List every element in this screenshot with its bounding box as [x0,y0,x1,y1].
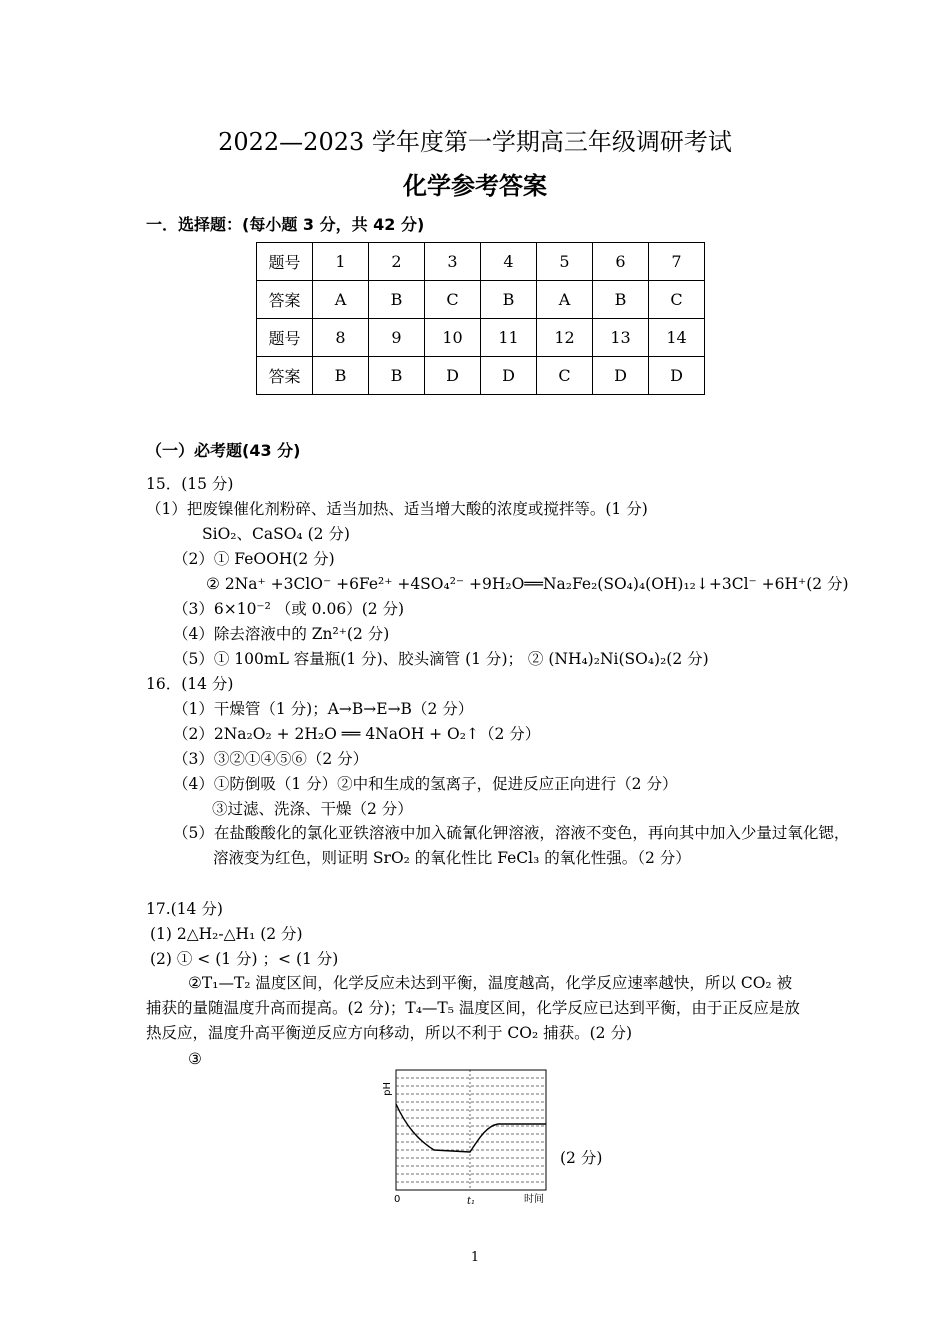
graph-xlabel: 时间 [524,1194,544,1205]
section-required-heading: （一）必考题(43 分) [146,441,301,460]
q16-part1: （1）干燥管（1 分)；A→B→E→B（2 分） [173,700,474,718]
graph-t1: t₁ [467,1196,476,1207]
table-cell: D [481,357,537,395]
q15-part5: （5）① 100mL 容量瓶(1 分)、胶头滴管 (1 分)； ② (NH₄)₂Ni(SO₄)₂(2 分) [173,650,709,668]
ph-time-graph [378,1064,558,1210]
q15-heading: 15．(15 分) [146,475,234,493]
q16-part2: （2）2Na₂O₂ + 2H₂O ══ 4NaOH + O₂↑（2 分） [173,725,541,743]
table-cell: 5 [537,243,593,281]
q15-part2b: ② 2Na⁺ +3ClO⁻ +6Fe²⁺ +4SO₄²⁻ +9H₂O══Na₂Fe₂(SO₄)₄(OH)₁₂↓+3Cl⁻ +6H⁺(2 分) [206,575,849,593]
table-cell: 8 [313,319,369,357]
table-cell: 6 [593,243,649,281]
q15-part4: （4）除去溶液中的 Zn²⁺(2 分) [173,625,390,643]
table-cell: 13 [593,319,649,357]
page-number: 1 [470,1250,480,1265]
graph-ylabel: pH [382,1082,393,1096]
table-row [257,243,705,281]
table-cell: B [481,281,537,319]
q16-heading: 16．(14 分) [146,675,234,693]
table-cell: 14 [649,319,705,357]
table-cell: A [537,281,593,319]
table-cell: B [313,357,369,395]
page-title: 2022—2023 学年度第一学期高三年级调研考试 [218,128,732,156]
q17-part2: (2) ① < (1 分) ；< (1 分) [150,950,339,968]
table-cell: B [369,281,425,319]
table-cell: 12 [537,319,593,357]
q17-heading: 17.(14 分) [146,900,223,918]
table-cell: D [593,357,649,395]
ph-curve [396,1104,546,1152]
row-label: 答案 [257,281,313,319]
table-cell: B [369,357,425,395]
table-cell: C [537,357,593,395]
q15-part3: （3）6×10⁻² （或 0.06）(2 分) [173,600,405,618]
table-cell: 2 [369,243,425,281]
q15-part2a: （2）① FeOOH(2 分) [173,550,335,568]
table-cell: 1 [313,243,369,281]
q16-part5: （5）在盐酸酸化的氯化亚铁溶液中加入硫氰化钾溶液，溶液不变色，再向其中加入少量过氧化锶，溶液变为红色，则证明 SrO₂ 的氧化性比 FeCl₃ 的氧化性强。（2 分） [173,824,850,867]
table-cell: 7 [649,243,705,281]
q16-part3: （3）③②①④⑤⑥（2 分） [173,750,369,768]
table-cell: B [593,281,649,319]
q17-part3: ③ [188,1050,202,1068]
section-choice-heading: 一．选择题：(每小题 3 分，共 42 分) [146,215,425,234]
table-cell: C [425,281,481,319]
table-cell: D [649,357,705,395]
table-cell: 9 [369,319,425,357]
answer-table [256,242,705,395]
row-label: 题号 [257,319,313,357]
graph-origin: 0 [394,1194,401,1205]
table-cell: C [649,281,705,319]
table-cell: A [313,281,369,319]
row-label: 题号 [257,243,313,281]
table-cell: 10 [425,319,481,357]
q17-part1: (1) 2△H₂-△H₁ (2 分) [150,925,303,943]
table-cell: 11 [481,319,537,357]
table-cell: 3 [425,243,481,281]
q15-part1: （1）把废镍催化剂粉碎、适当加热、适当增大酸的浓度或搅拌等。(1 分) [146,500,648,518]
table-cell: 4 [481,243,537,281]
table-row [257,357,705,395]
page-subtitle: 化学参考答案 [403,172,547,200]
table-row [257,319,705,357]
row-label: 答案 [257,357,313,395]
table-row [257,281,705,319]
q16-part4a: （4）①防倒吸（1 分）②中和生成的氢离子，促进反应正向进行（2 分） [173,775,678,793]
q17-part2b: ②T₁—T₂ 温度区间，化学反应未达到平衡，温度越高，化学反应速率越快，所以 CO₂ 被捕获的量随温度升高而提高。(2 分)；T₄—T₅ 温度区间，化学反应已达到平衡，由于正反应是放热反应，温度升高平衡逆反应方向移动，所以不利于 CO₂ 捕获。(2 分) [146,974,800,1042]
q15-part1b: SiO₂、CaSO₄ (2 分) [202,525,350,543]
graph-score: (2 分) [560,1149,603,1167]
q16-part4b: ③过滤、洗涤、干燥（2 分） [212,800,413,818]
table-cell: D [425,357,481,395]
